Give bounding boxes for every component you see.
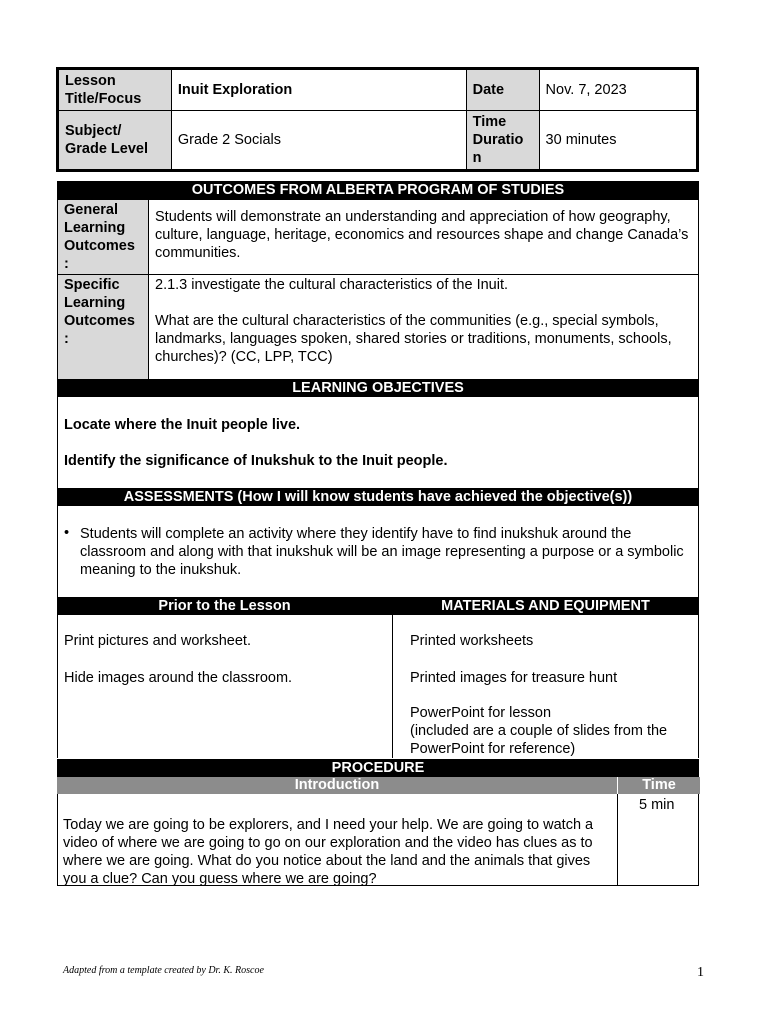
page-number: 1 — [697, 965, 704, 980]
prior-item: Hide images around the classroom. — [64, 670, 293, 686]
general-outcomes-label: General Learning Outcomes : — [58, 200, 149, 275]
introduction-time: 5 min — [639, 797, 675, 813]
specific-outcome-question: What are the cultural characteristics of the communities (e.g., special symbols, landmarks, languages spoken, shared stories or traditions, monuments, schools, churches)? (CC, LPP, TCC) — [155, 313, 672, 365]
prior-item: Print pictures and worksheet. — [64, 633, 251, 649]
prior-heading: Prior to the Lesson — [57, 597, 392, 615]
assessments-box — [57, 506, 699, 597]
general-outcomes-text: Students will demonstrate an understanding and appreciation of how geography, culture, language, heritage, economics and resources shape and change Canada’s communities. — [149, 200, 699, 275]
date-label: Date — [466, 69, 539, 111]
time-duration-label: Time Duratio n — [466, 111, 539, 171]
procedure-heading: PROCEDURE — [57, 759, 699, 777]
outcomes-heading: OUTCOMES FROM ALBERTA PROGRAM OF STUDIES — [57, 181, 699, 199]
material-item: Printed images for treasure hunt — [410, 670, 618, 686]
materials-heading: MATERIALS AND EQUIPMENT — [392, 597, 699, 615]
material-item: Printed worksheets — [410, 633, 534, 649]
specific-outcomes-cell — [149, 275, 699, 383]
lesson-title-label: Lesson Title/Focus — [58, 69, 172, 111]
prior-materials-box — [57, 615, 699, 758]
date-value: Nov. 7, 2023 — [539, 69, 697, 111]
assessments-heading: ASSESSMENTS (How I will know students have achieved the objective(s)) — [57, 488, 699, 506]
lesson-title-value: Inuit Exploration — [171, 69, 466, 111]
outcomes-table — [57, 199, 699, 383]
column-divider — [392, 615, 393, 758]
subject-value: Grade 2 Socials — [171, 111, 466, 171]
introduction-heading: Introduction — [57, 777, 617, 794]
material-item: PowerPoint for lesson — [410, 705, 552, 721]
objective-item: Locate where the Inuit people live. — [64, 417, 301, 433]
bullet-icon: • — [64, 525, 70, 541]
specific-outcomes-label: Specific Learning Outcomes : — [58, 275, 149, 383]
subject-label: Subject/ Grade Level — [58, 111, 172, 171]
lesson-header-table — [56, 67, 699, 172]
assessment-text: Students will complete an activity where they identify have to find inukshuk around the classroom and along with that inukshuk will be an image representing a purpose or a symbolic meaning to the inukshuk. — [80, 526, 684, 578]
footer-attribution: Adapted from a template created by Dr. K. Roscoe — [63, 965, 264, 976]
objectives-box — [57, 397, 699, 488]
time-column-divider — [617, 794, 618, 885]
material-item: (included are a couple of slides from the PowerPoint for reference) — [410, 723, 668, 757]
specific-outcome-code: 2.1.3 investigate the cultural characteristics of the Inuit. — [155, 277, 509, 293]
introduction-box — [57, 794, 699, 886]
time-duration-value: 30 minutes — [539, 111, 697, 171]
introduction-text: Today we are going to be explorers, and I need your help. We are going to watch a video of where we are going to go on our exploration and the video has clues as to where we are going. What do you notice about the land and the animals that gives you a clue? Can you guess where we are going? — [63, 817, 594, 887]
time-heading: Time — [617, 777, 700, 794]
objectives-heading: LEARNING OBJECTIVES — [57, 379, 699, 397]
objective-item: Identify the significance of Inukshuk to the Inuit people. — [64, 453, 448, 469]
